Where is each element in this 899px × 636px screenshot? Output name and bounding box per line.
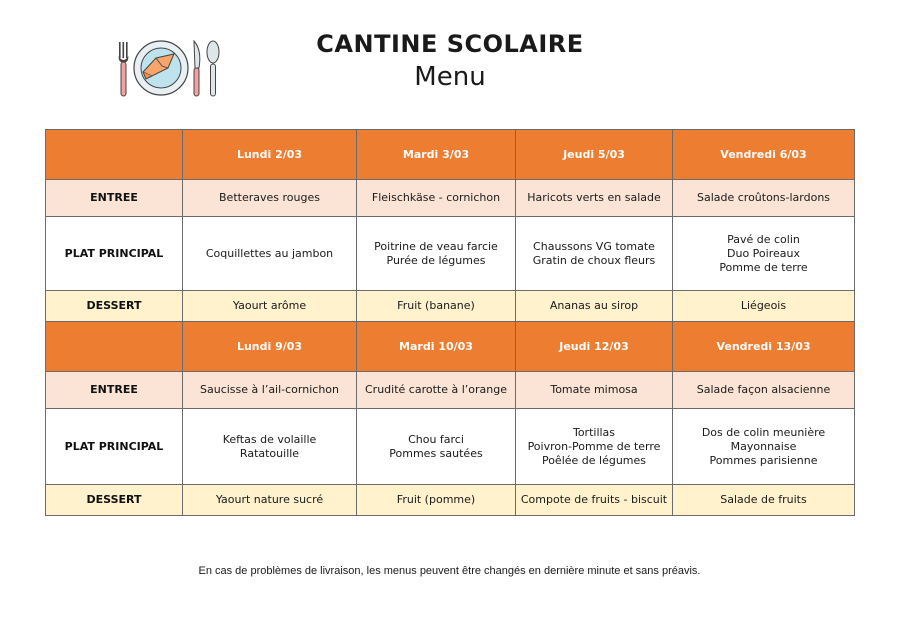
plat-line: Purée de légumes <box>386 253 486 267</box>
dessert-cell: Fruit (banane) <box>357 291 516 322</box>
dessert-cell: Salade de fruits <box>673 485 855 516</box>
row-label-plat: PLAT PRINCIPAL <box>46 409 183 485</box>
day-header: Lundi 2/03 <box>183 130 357 180</box>
day-header: Jeudi 5/03 <box>516 130 673 180</box>
plat-line: Pommes sautées <box>389 446 483 460</box>
corner-cell <box>46 130 183 180</box>
week-2-days-row <box>46 322 855 372</box>
week-1-plat-row <box>46 217 855 291</box>
plat-line: Chou farci <box>408 432 464 446</box>
plat-line: Pommes parisienne <box>709 453 818 467</box>
footnote: En cas de problèmes de livraison, les menus peuvent être changés en dernière minute et sans préavis. <box>198 565 701 577</box>
corner-cell <box>46 322 183 372</box>
plat-line: Chaussons VG tomate <box>533 239 655 253</box>
menu-table <box>45 129 855 516</box>
plat-cell <box>183 217 357 291</box>
row-label-entree: ENTREE <box>46 180 183 217</box>
plat-cell <box>516 217 673 291</box>
plat-line: Tortillas <box>572 425 616 439</box>
row-label-entree: ENTREE <box>46 372 183 409</box>
dessert-cell: Liégeois <box>673 291 855 322</box>
entree-cell: Haricots verts en salade <box>516 180 673 217</box>
page-subtitle: Menu <box>414 62 486 92</box>
plat-cell <box>357 409 516 485</box>
plate-icon <box>134 41 188 95</box>
entree-cell: Salade façon alsacienne <box>673 372 855 409</box>
fork-icon <box>119 42 129 96</box>
plat-line: Pomme de terre <box>719 260 808 274</box>
plat-cell <box>516 409 673 485</box>
plat-line: Coquillettes au jambon <box>205 246 334 260</box>
entree-cell: Tomate mimosa <box>516 372 673 409</box>
row-label-plat: PLAT PRINCIPAL <box>46 217 183 291</box>
day-header: Jeudi 12/03 <box>516 322 673 372</box>
plat-line: Gratin de choux fleurs <box>532 253 656 267</box>
day-header: Mardi 3/03 <box>357 130 516 180</box>
plat-line: Poitrine de veau farcie <box>374 239 498 253</box>
dessert-cell: Yaourt arôme <box>183 291 357 322</box>
dessert-cell: Ananas au sirop <box>516 291 673 322</box>
entree-cell: Crudité carotte à l’orange <box>357 372 516 409</box>
plat-line: Dos de colin meunière <box>701 425 826 439</box>
cutlery-plate-icon <box>116 38 224 100</box>
day-header: Vendredi 13/03 <box>673 322 855 372</box>
entree-cell: Fleischkäse - cornichon <box>357 180 516 217</box>
entree-cell: Saucisse à l’ail-cornichon <box>183 372 357 409</box>
week-2-plat-row <box>46 409 855 485</box>
plat-line: Poivron-Pomme de terre <box>527 439 661 453</box>
entree-cell: Betteraves rouges <box>183 180 357 217</box>
dessert-cell: Fruit (pomme) <box>357 485 516 516</box>
day-header: Mardi 10/03 <box>357 322 516 372</box>
plat-line: Duo Poireaux <box>727 246 800 260</box>
plat-line: Pavé de colin <box>727 232 800 246</box>
day-header: Vendredi 6/03 <box>673 130 855 180</box>
plat-line: Mayonnaise <box>730 439 797 453</box>
spoon-icon <box>207 41 219 96</box>
plat-cell <box>673 409 855 485</box>
week-1-dessert-row <box>46 291 855 322</box>
knife-icon <box>194 41 200 96</box>
entree-cell: Salade croûtons-lardons <box>673 180 855 217</box>
row-label-dessert: DESSERT <box>46 485 183 516</box>
plat-line: Poêlée de légumes <box>541 453 647 467</box>
row-label-dessert: DESSERT <box>46 291 183 322</box>
day-header: Lundi 9/03 <box>183 322 357 372</box>
week-2-entree-row <box>46 372 855 409</box>
plat-line: Keftas de volaille <box>222 432 317 446</box>
page-title: CANTINE SCOLAIRE <box>316 30 584 58</box>
week-1-days-row <box>46 130 855 180</box>
plat-cell <box>357 217 516 291</box>
plat-cell <box>673 217 855 291</box>
week-2-dessert-row <box>46 485 855 516</box>
plat-cell <box>183 409 357 485</box>
dessert-cell: Compote de fruits - biscuit <box>516 485 673 516</box>
dessert-cell: Yaourt nature sucré <box>183 485 357 516</box>
plat-line: Ratatouille <box>239 446 300 460</box>
week-1-entree-row <box>46 180 855 217</box>
